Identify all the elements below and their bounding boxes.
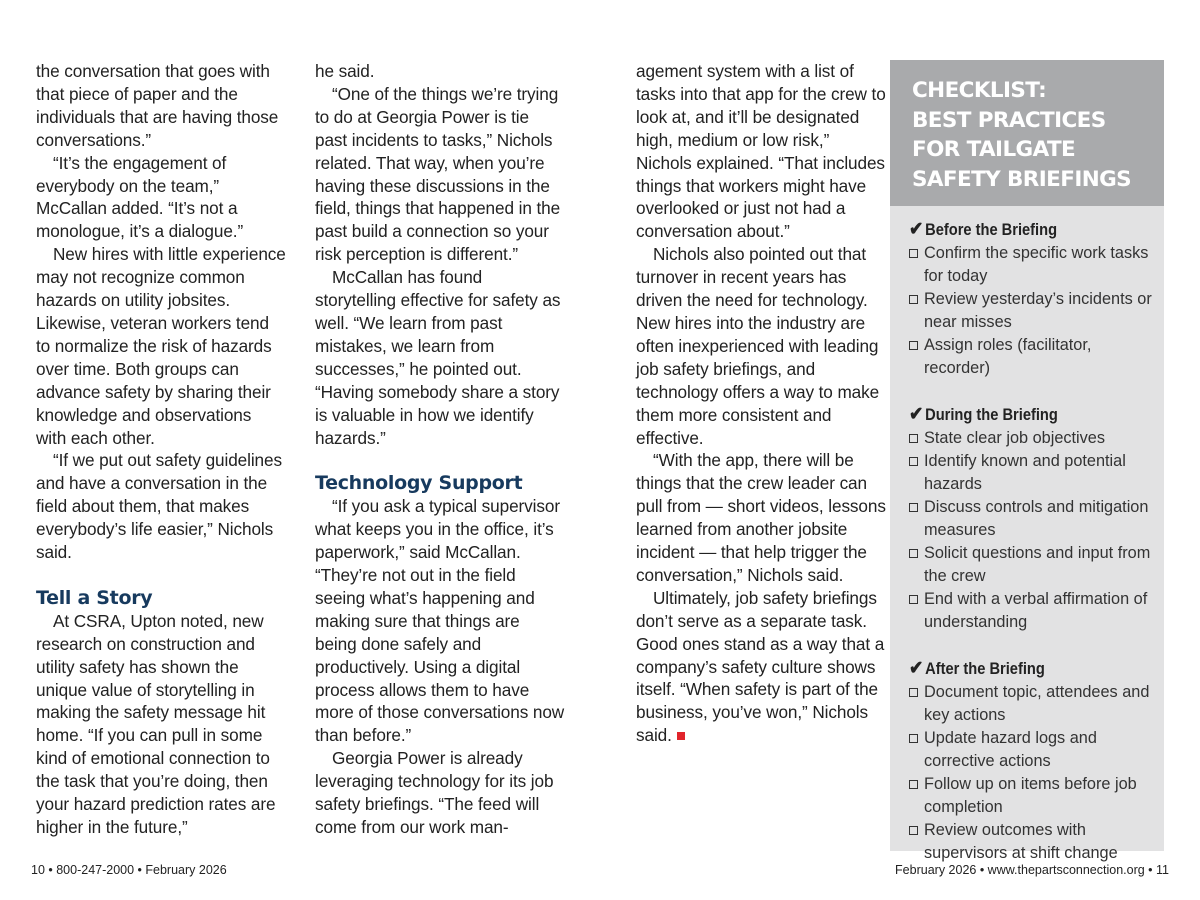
checkbox-icon xyxy=(909,734,918,743)
checklist-body xyxy=(890,206,1164,865)
checklist-item-text: State clear job objectives xyxy=(924,429,1106,447)
checklist-item-text: Document topic, attendees and key actions xyxy=(924,683,1150,724)
article-column-3 xyxy=(636,60,886,747)
checklist-item xyxy=(909,496,1154,542)
paragraph: Nichols also pointed out that turnover in recent years has driven the need for technology. New hires into the industry are often inexperienced with leading job safety briefings, and technology offers a way to make them more consistent and effective. xyxy=(636,244,880,448)
checklist-item-text: Identify known and potential hazards xyxy=(924,452,1126,493)
footer-right: February 2026 • www.thepartsconnection.org • 11 xyxy=(895,863,1169,877)
section-title-text: After the Briefing xyxy=(925,660,1045,678)
checklist-item-text: Solicit questions and input from the crew xyxy=(924,544,1151,585)
footer-left: 10 • 800-247-2000 • February 2026 xyxy=(31,863,227,877)
checklist-section-before xyxy=(909,218,1154,380)
checklist-item-text: Review outcomes with supervisors at shift change xyxy=(924,821,1118,862)
paragraph: the conversation that goes with that piece of paper and the individuals that are having those conversations.” xyxy=(36,61,279,150)
article-column-2 xyxy=(315,60,565,839)
section-title xyxy=(909,403,1130,427)
checkbox-icon xyxy=(909,457,918,466)
checklist-item-text: Update hazard logs and corrective actions xyxy=(924,729,1097,770)
section-title xyxy=(909,657,1130,681)
checklist-item-text: Review yesterday’s incidents or near misses xyxy=(924,290,1152,331)
section-title-text: Before the Briefing xyxy=(925,221,1058,239)
section-heading-tell-a-story: Tell a Story xyxy=(36,586,153,609)
checklist-item xyxy=(909,542,1154,588)
checklist-item xyxy=(909,334,1154,380)
paragraph: “If we put out safety guidelines and have a conversation in the field about them, that makes everybody’s life easier,” Nichols said. xyxy=(36,450,282,563)
section-heading-technology-support: Technology Support xyxy=(315,472,523,495)
checkbox-icon xyxy=(909,688,918,697)
checklist-item xyxy=(909,681,1154,727)
paragraph: agement system with a list of tasks into that app for the crew to look at, and it’ll be designated high, medium or low risk,” Nichols explained. “That includes things that workers might have overlooked or just not had a conversation about.” xyxy=(636,61,886,242)
checkbox-icon xyxy=(909,249,918,258)
checkmark-icon: ✔ xyxy=(909,658,924,679)
checklist-item xyxy=(909,288,1154,334)
checkbox-icon xyxy=(909,595,918,604)
checklist-item-text: Follow up on items before job completion xyxy=(924,775,1137,816)
end-of-story-mark-icon xyxy=(677,732,685,740)
paragraph: “With the app, there will be things that the crew leader can pull from — short videos, lessons learned from another jobsite incident — that help trigger the conversation,” Nichols said. xyxy=(636,450,886,585)
section-title-text: During the Briefing xyxy=(925,406,1058,424)
checklist-item xyxy=(909,427,1154,450)
checklist-item xyxy=(909,450,1154,496)
checklist-item xyxy=(909,773,1154,819)
checklist-item-text: Confirm the specific work tasks for today xyxy=(924,244,1149,285)
checklist-item-text: Assign roles (facilitator, recorder) xyxy=(924,336,1092,377)
checklist-title xyxy=(890,60,1164,206)
checkmark-icon: ✔ xyxy=(909,219,924,240)
checklist-item-text: Discuss controls and mitigation measures xyxy=(924,498,1149,539)
checkbox-icon xyxy=(909,341,918,350)
checklist-item xyxy=(909,819,1154,865)
paragraph: “One of the things we’re trying to do at Georgia Power is tie past incidents to tasks,” Nichols related. That way, when you’re having these discussions in the field, things that happened in the past build a connection so your risk perception is different.” xyxy=(315,83,561,265)
checklist-title-line: SAFETY BRIEFINGS xyxy=(912,166,1132,192)
checkbox-icon xyxy=(909,503,918,512)
checklist-sidebar xyxy=(890,60,1164,862)
checklist-section-during xyxy=(909,403,1154,634)
checklist-item xyxy=(909,727,1154,773)
paragraph: he said. xyxy=(315,61,375,81)
checkbox-icon xyxy=(909,295,918,304)
checkbox-icon xyxy=(909,434,918,443)
paragraph: “It’s the engagement of everybody on the team,” McCallan added. “It’s not a monologue, it’s a dialogue.” xyxy=(36,152,244,242)
paragraph: “If you ask a typical supervisor what keeps you in the office, it’s paperwork,” said McCallan. “They’re not out in the field seeing what’s happening and making sure that things are being done safely and productively. Using a digital process allows them to have more of those conversations now than before.” xyxy=(315,496,565,746)
paragraph: At CSRA, Upton noted, new research on construction and utility safety has shown the unique value of storytelling in making the safety message hit home. “If you can pull in some kind of emotional connection to the task that you’re doing, then your hazard prediction rates are higher in the future,” xyxy=(36,610,276,837)
paragraph: New hires with little experience may not recognize common hazards on utility jobsites. Likewise, veteran workers tend to normalize the risk of hazards over time. Both groups can advance safety by sharing their knowledge and observations with each other. xyxy=(36,244,286,448)
checklist-title-line: FOR TAILGATE xyxy=(912,137,1076,162)
paragraph-text: Ultimately, job safety briefings don’t serve as a separate task. Good ones stand as a way that a company’s safety culture shows itself. “When safety is part of the business, you’ve won,” Nichols said. xyxy=(636,587,885,746)
checkbox-icon xyxy=(909,549,918,558)
checkbox-icon xyxy=(909,826,918,835)
article-column-1 xyxy=(36,60,286,839)
checklist-section-after xyxy=(909,657,1154,865)
checkbox-icon xyxy=(909,780,918,789)
checklist-title-line: CHECKLIST: xyxy=(912,78,1047,103)
paragraph: McCallan has found storytelling effective for safety as well. “We learn from past mistakes, we learn from successes,” he pointed out. “Having somebody share a story is valuable in how we identify hazards.” xyxy=(315,267,561,448)
paragraph-final xyxy=(636,587,886,747)
section-title xyxy=(909,218,1130,242)
checklist-title-line: BEST PRACTICES xyxy=(912,107,1106,133)
checklist-item-text: End with a verbal affirmation of understanding xyxy=(924,590,1148,631)
checkmark-icon: ✔ xyxy=(909,404,924,425)
checklist-item xyxy=(909,588,1154,634)
paragraph: Georgia Power is already leveraging technology for its job safety briefings. “The feed will come from our work man- xyxy=(315,748,554,837)
checklist-item xyxy=(909,242,1154,288)
